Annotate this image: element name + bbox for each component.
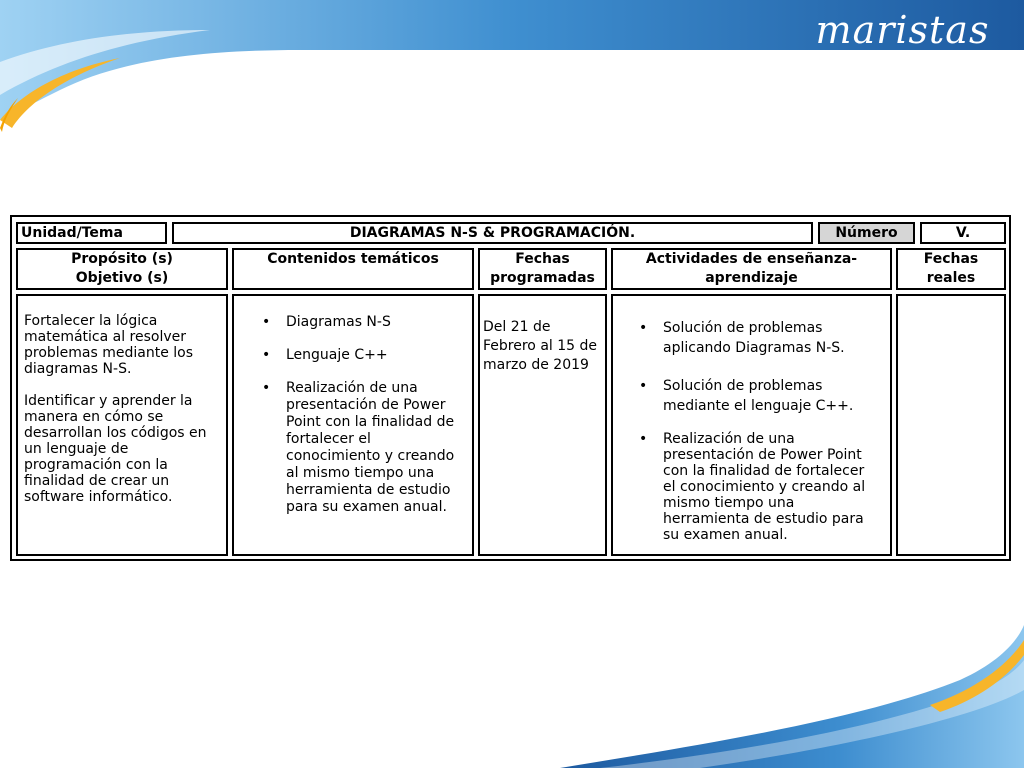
- fechas-programadas-text: Del 21 de Febrero al 15 de marzo de 2019: [483, 319, 597, 373]
- header-proposito: [16, 248, 228, 290]
- header-contenidos: [232, 248, 474, 290]
- fechas-reales-cell: [896, 294, 1006, 556]
- contenidos-item: • Realización de una presentación de Power Point con la finalidad de fortalecer el conocimiento y creando al mismo tiempo una herramienta de estudio para su examen anual.: [260, 380, 462, 516]
- header-fechas-reales-line2: reales: [926, 270, 976, 286]
- header-actividades-line2: aprendizaje: [705, 270, 798, 286]
- actividades-item: • Solución de problemas aplicando Diagramas N-S.: [637, 318, 876, 358]
- contenidos-item: • Lenguaje C++: [260, 347, 462, 363]
- header-proposito-line2: Objetivo (s): [75, 270, 169, 286]
- topic-title: DIAGRAMAS N-S & PROGRAMACIÓN.: [349, 225, 636, 241]
- actividades-cell: [611, 294, 892, 556]
- numero-value-cell: [920, 222, 1006, 244]
- header-proposito-line1: Propósito (s): [71, 251, 173, 267]
- header-fechas-prog-line2: programadas: [490, 270, 595, 286]
- header-fechas-reales: [896, 248, 1006, 290]
- contenidos-cell: [232, 294, 474, 556]
- maristas-logo: maristas: [815, 8, 990, 52]
- numero-label-cell: [818, 222, 915, 244]
- numero-label: Número: [835, 225, 898, 241]
- topic-cell: [172, 222, 813, 244]
- unidad-label: Unidad/Tema: [21, 225, 123, 241]
- fechas-programadas-cell: [478, 294, 607, 556]
- unidad-label-cell: [16, 222, 167, 244]
- planning-table: [10, 215, 1011, 561]
- proposito-paragraph-2: Identificar y aprender la manera en cómo se desarrollan los códigos en un lenguaje de programación con la finalidad de crear un software informático.: [24, 393, 207, 505]
- contenidos-item: • Diagramas N-S: [260, 314, 462, 330]
- header-contenidos-label: Contenidos temáticos: [267, 251, 439, 267]
- actividades-item: • Solución de problemas mediante el lenguaje C++.: [637, 376, 876, 416]
- header-fechas-reales-line1: Fechas: [923, 251, 979, 267]
- header-actividades: [611, 248, 892, 290]
- header-fechas-prog-line1: Fechas: [515, 251, 570, 267]
- proposito-paragraph-1: Fortalecer la lógica matemática al resolver problemas mediante los diagramas N-S.: [24, 313, 194, 377]
- actividades-item: • Realización de una presentación de Power Point con la finalidad de fortalecer el conocimiento y creando al mismo tiempo una herramienta de estudio para su examen anual.: [637, 431, 876, 543]
- proposito-cell: [16, 294, 228, 556]
- header-actividades-line1: Actividades de enseñanza-: [645, 251, 858, 267]
- header-fechas-programadas: [478, 248, 607, 290]
- numero-value: V.: [955, 225, 971, 241]
